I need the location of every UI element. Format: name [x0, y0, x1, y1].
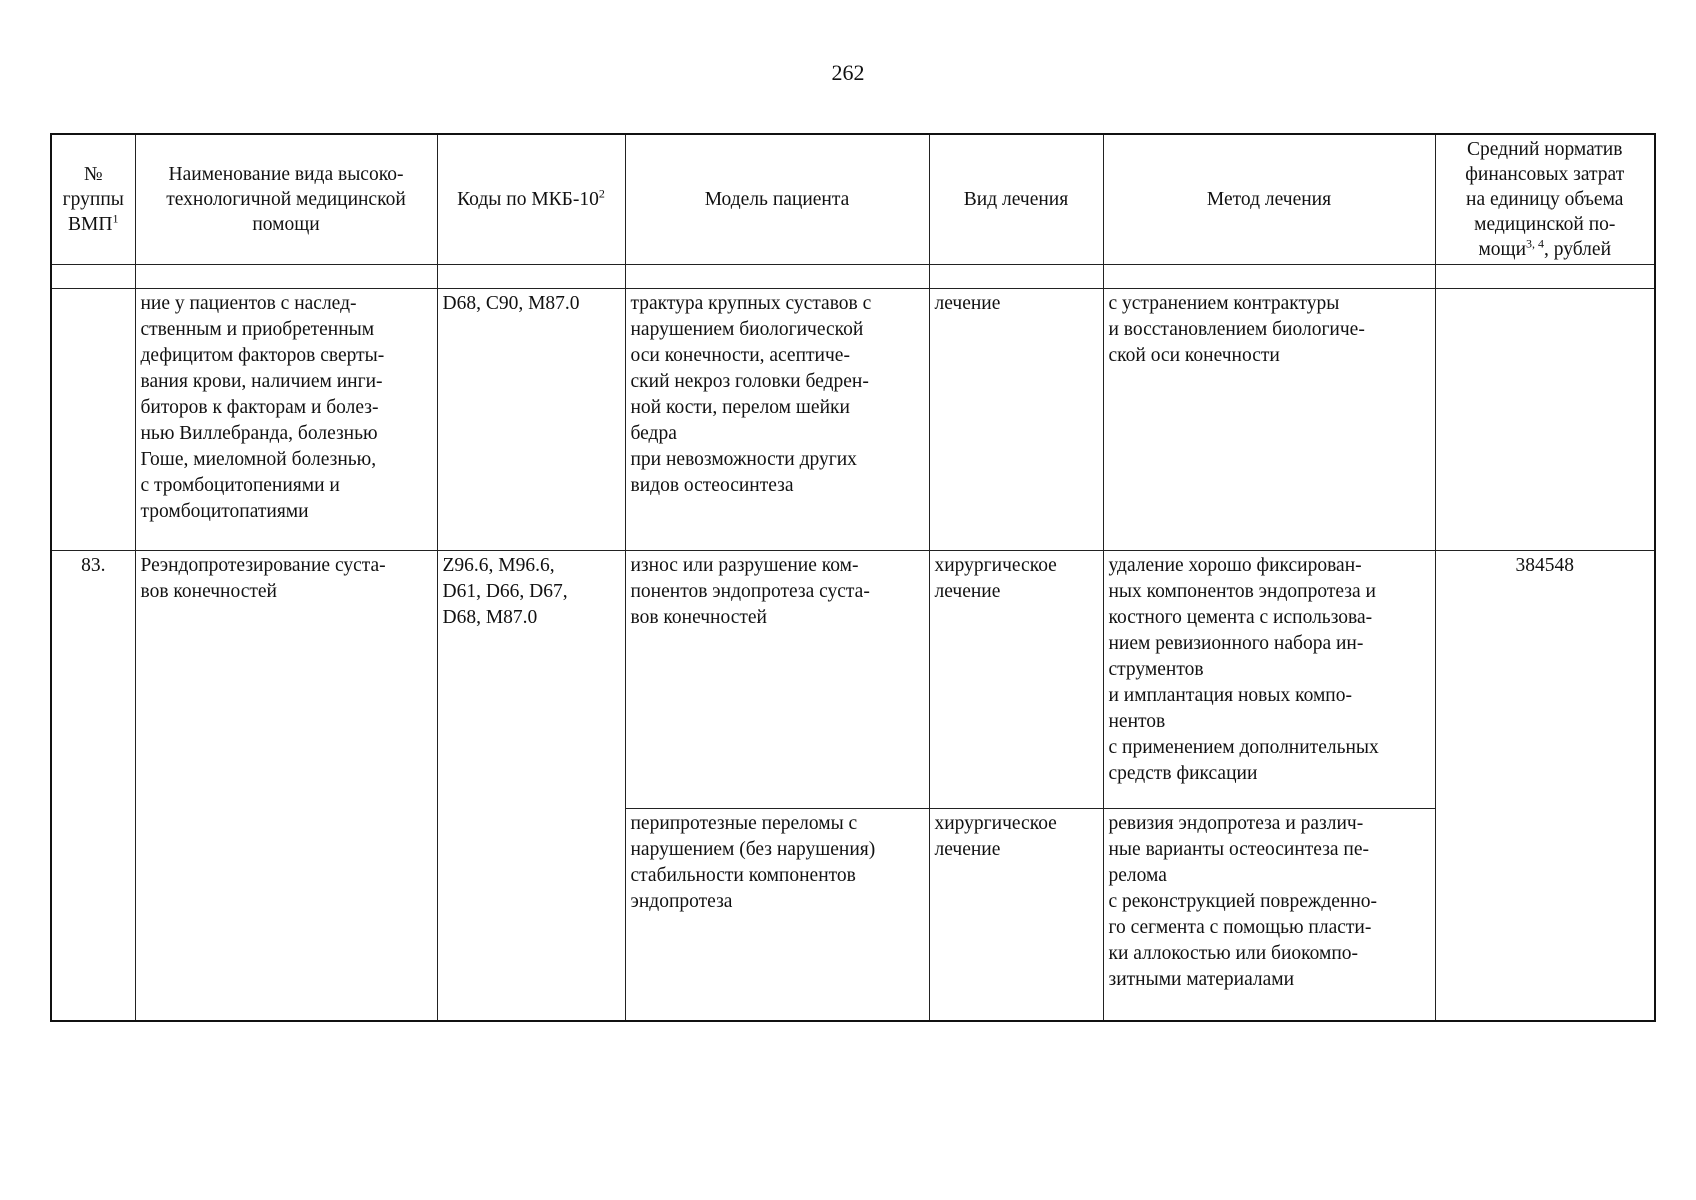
- table-header-row: [51, 134, 1655, 265]
- header-name: Наименование вида высоко- технологичной медицинской помощи: [135, 134, 437, 265]
- header-model: Модель пациента: [625, 134, 929, 265]
- header-method: Метод лечения: [1103, 134, 1435, 265]
- cell-model: износ или разрушение ком- понентов эндопротеза суста- вов конечностей: [625, 551, 929, 809]
- header-icd: Коды по МКБ-$10^2$: [437, 134, 625, 265]
- table-row: [51, 551, 1655, 809]
- cell-group-no: [51, 289, 135, 551]
- cell-type: лечение: [929, 289, 1103, 551]
- cell-icd: D68, C90, M87.0: [437, 289, 625, 551]
- cell-method: ревизия эндопротеза и различ- ные варианты остеосинтеза пе- релома с реконструкцией поврежденно- го сегмента с помощью пласти- ки аллокостью или биокомпо- зитными материалами: [1103, 809, 1435, 1021]
- cell-method: с устранением контрактуры и восстановлением биологиче- ской оси конечности: [1103, 289, 1435, 551]
- cell-type: хирургическое лечение: [929, 809, 1103, 1021]
- cell-icd: Z96.6, M96.6, D61, D66, D67, D68, M87.0: [437, 551, 625, 1021]
- header-spacer-row: [51, 265, 1655, 289]
- cell-method: удаление хорошо фиксирован- ных компонентов эндопротеза и костного цемента с использова- нием ревизионного набора ин- струментов и имплантация новых компо- нентов с применением дополнительных средств фиксации: [1103, 551, 1435, 809]
- header-type: Вид лечения: [929, 134, 1103, 265]
- vmp-table: [50, 133, 1656, 1022]
- cell-cost: [1435, 289, 1655, 551]
- cell-cost: 384548: [1435, 551, 1655, 1021]
- cell-group-no: 83.: [51, 551, 135, 1021]
- cell-model: перипротезные переломы с нарушением (без нарушения) стабильности компонентов эндопротеза: [625, 809, 929, 1021]
- table-row: [51, 289, 1655, 551]
- cell-model: трактура крупных суставов с нарушением биологической оси конечности, асептиче- ский некроз головки бедрен- ной кости, перелом шейки бедра при невозможности других видов остеосинтеза: [625, 289, 929, 551]
- cell-name: ние у пациентов с наслед- ственным и приобретенным дефицитом факторов сверты- вания крови, наличием инги- биторов к факторам и болез- нью Виллебранда, болезнью Гоше, миеломной болезнью, с тромбоцитопениями и тромбоцитопатиями: [135, 289, 437, 551]
- cell-type: хирургическое лечение: [929, 551, 1103, 809]
- header-group-no: № группы ВМП$^1$: [51, 134, 135, 265]
- page-number: 262: [831, 60, 865, 85]
- header-cost: Средний норматив финансовых затрат на единицу объема медицинской по- мощи$^{3, 4}$, рублей: [1435, 134, 1655, 265]
- cell-name: Реэндопротезирование суста- вов конечностей: [135, 551, 437, 1021]
